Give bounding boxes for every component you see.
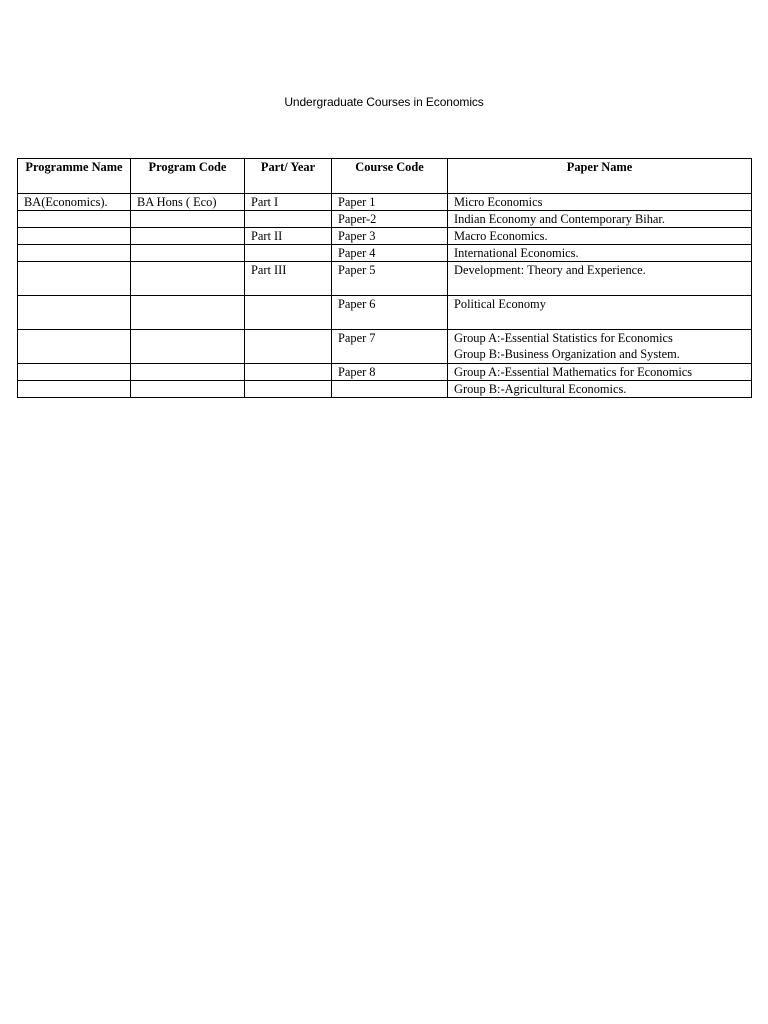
program-code-cell	[131, 262, 245, 296]
paper-name-line: Political Economy	[454, 297, 546, 311]
programme-name-cell: BA(Economics).	[18, 194, 131, 211]
header-part-year: Part/ Year	[245, 159, 332, 194]
paper-name-cell	[448, 228, 752, 245]
programme-name-cell	[18, 245, 131, 262]
paper-name-line: Group B:-Agricultural Economics.	[454, 382, 627, 396]
paper-name-cell	[448, 381, 752, 398]
paper-name-cell	[448, 211, 752, 228]
programme-name-cell	[18, 211, 131, 228]
course-code-cell: Paper 1	[332, 194, 448, 211]
course-code-cell: Paper 8	[332, 364, 448, 381]
header-course-code: Course Code	[332, 159, 448, 194]
page-title: Undergraduate Courses in Economics	[284, 95, 484, 109]
paper-name-line: Group A:-Essential Statistics for Economics	[454, 331, 673, 345]
course-code-cell: Paper 3	[332, 228, 448, 245]
program-code-cell	[131, 228, 245, 245]
part-year-cell: Part II	[245, 228, 332, 245]
courses-table	[17, 158, 752, 398]
table-row	[18, 211, 752, 228]
paper-name-line: International Economics.	[454, 246, 579, 260]
table-row	[18, 228, 752, 245]
header-paper-name: Paper Name	[448, 159, 752, 194]
program-code-cell	[131, 296, 245, 330]
table-row	[18, 296, 752, 330]
programme-name-cell	[18, 228, 131, 245]
paper-name-line: Development: Theory and Experience.	[454, 263, 646, 277]
paper-name-cell	[448, 330, 752, 364]
part-year-cell	[245, 296, 332, 330]
course-code-cell: Paper 7	[332, 330, 448, 364]
programme-name-cell	[18, 381, 131, 398]
part-year-cell	[245, 330, 332, 364]
course-code-cell: Paper 6	[332, 296, 448, 330]
paper-name-cell	[448, 262, 752, 296]
program-code-cell	[131, 364, 245, 381]
program-code-cell	[131, 381, 245, 398]
programme-name-cell	[18, 296, 131, 330]
part-year-cell	[245, 381, 332, 398]
paper-name-line: Group B:-Business Organization and System.	[454, 347, 680, 361]
course-code-cell: Paper-2	[332, 211, 448, 228]
table-header-row	[18, 159, 752, 194]
program-code-cell	[131, 211, 245, 228]
paper-name-cell	[448, 194, 752, 211]
part-year-cell	[245, 364, 332, 381]
header-program-code: Program Code	[131, 159, 245, 194]
header-programme-name: Programme Name	[18, 159, 131, 194]
paper-name-cell	[448, 364, 752, 381]
programme-name-cell	[18, 330, 131, 364]
table-row	[18, 381, 752, 398]
course-code-cell	[332, 381, 448, 398]
programme-name-cell	[18, 262, 131, 296]
programme-name-cell	[18, 364, 131, 381]
part-year-cell: Part III	[245, 262, 332, 296]
course-code-cell: Paper 4	[332, 245, 448, 262]
program-code-cell	[131, 330, 245, 364]
paper-name-cell	[448, 245, 752, 262]
table-row	[18, 364, 752, 381]
course-code-cell: Paper 5	[332, 262, 448, 296]
table-row	[18, 245, 752, 262]
part-year-cell	[245, 245, 332, 262]
program-code-cell	[131, 245, 245, 262]
table-row	[18, 194, 752, 211]
paper-name-line: Group A:-Essential Mathematics for Economics	[454, 365, 693, 379]
part-year-cell	[245, 211, 332, 228]
paper-name-line: Macro Economics.	[454, 229, 548, 243]
paper-name-line: Micro Economics	[454, 195, 543, 209]
program-code-cell: BA Hons ( Eco)	[131, 194, 245, 211]
table-row	[18, 262, 752, 296]
paper-name-line: Indian Economy and Contemporary Bihar.	[454, 212, 665, 226]
part-year-cell: Part I	[245, 194, 332, 211]
table-row	[18, 330, 752, 364]
paper-name-cell	[448, 296, 752, 330]
